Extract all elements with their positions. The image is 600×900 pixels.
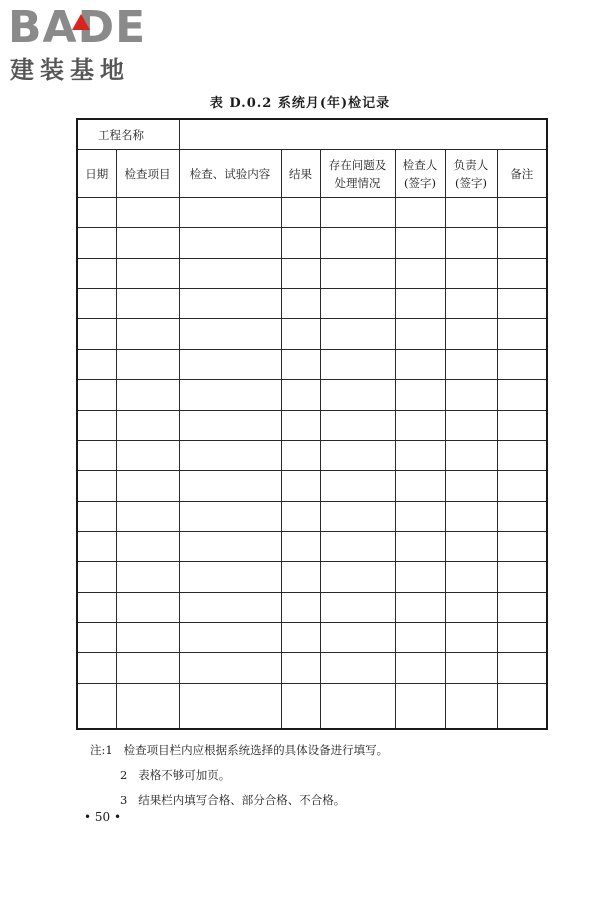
- table-cell[interactable]: [281, 198, 320, 228]
- table-cell[interactable]: [116, 653, 179, 683]
- table-cell[interactable]: [320, 623, 395, 653]
- table-cell[interactable]: [179, 228, 281, 258]
- note-1: 注:1 检查项目栏内应根据系统选择的具体设备进行填写。: [90, 743, 389, 757]
- table-cell[interactable]: [179, 349, 281, 379]
- table-cell[interactable]: [320, 471, 395, 501]
- notes: [90, 738, 388, 813]
- table-cell[interactable]: [395, 592, 445, 622]
- table-cell[interactable]: [395, 501, 445, 531]
- table-cell[interactable]: [77, 592, 116, 622]
- table-cell[interactable]: [179, 289, 281, 319]
- table-cell[interactable]: [179, 440, 281, 470]
- table-cell[interactable]: [395, 440, 445, 470]
- table-cell[interactable]: [116, 349, 179, 379]
- table-cell[interactable]: [179, 683, 281, 729]
- table-row: [77, 349, 547, 379]
- table-cell[interactable]: [445, 410, 497, 440]
- table-row: [77, 198, 547, 228]
- table-cell[interactable]: [320, 562, 395, 592]
- table-cell[interactable]: [497, 410, 547, 440]
- table-cell[interactable]: [281, 349, 320, 379]
- table-cell[interactable]: [395, 410, 445, 440]
- logo-brand-text: BADE: [8, 2, 147, 53]
- header-check-content: 检查、试验内容: [179, 150, 281, 198]
- table-cell[interactable]: [497, 623, 547, 653]
- table-cell[interactable]: [77, 562, 116, 592]
- table-cell[interactable]: [116, 531, 179, 561]
- table-cell[interactable]: [116, 198, 179, 228]
- table-cell[interactable]: [77, 289, 116, 319]
- project-name-row: [77, 119, 547, 150]
- table-cell[interactable]: [179, 653, 281, 683]
- table-cell[interactable]: [116, 623, 179, 653]
- table-cell[interactable]: [497, 258, 547, 288]
- table-cell[interactable]: [395, 531, 445, 561]
- table-cell[interactable]: [395, 653, 445, 683]
- table-cell[interactable]: [77, 319, 116, 349]
- table-row: [77, 501, 547, 531]
- table-cell[interactable]: [445, 562, 497, 592]
- table-cell[interactable]: [395, 228, 445, 258]
- table-cell[interactable]: [320, 592, 395, 622]
- table-cell[interactable]: [445, 258, 497, 288]
- table-cell[interactable]: [320, 440, 395, 470]
- table-cell[interactable]: [281, 440, 320, 470]
- table-row: [77, 653, 547, 683]
- table-cell[interactable]: [179, 380, 281, 410]
- header-date: 日期: [77, 150, 116, 198]
- table-cell[interactable]: [497, 531, 547, 561]
- table-cell[interactable]: [497, 471, 547, 501]
- table-cell[interactable]: [281, 380, 320, 410]
- table-cell[interactable]: [281, 501, 320, 531]
- table-cell[interactable]: [497, 198, 547, 228]
- table-cell[interactable]: [497, 592, 547, 622]
- table-cell[interactable]: [445, 683, 497, 729]
- project-name-field[interactable]: [179, 119, 547, 150]
- table-cell[interactable]: [320, 349, 395, 379]
- header-result: 结果: [281, 150, 320, 198]
- table-cell[interactable]: [281, 319, 320, 349]
- header-problems: 存在问题及 处理情况: [320, 150, 395, 198]
- table-cell[interactable]: [116, 501, 179, 531]
- table-cell[interactable]: [395, 471, 445, 501]
- table-cell[interactable]: [445, 380, 497, 410]
- table-cell[interactable]: [281, 562, 320, 592]
- table-row: [77, 562, 547, 592]
- table-row: [77, 623, 547, 653]
- table-cell[interactable]: [320, 410, 395, 440]
- table-cell[interactable]: [445, 471, 497, 501]
- table-cell[interactable]: [116, 562, 179, 592]
- table-row: [77, 683, 547, 729]
- table-cell[interactable]: [281, 531, 320, 561]
- table-row: [77, 410, 547, 440]
- table-cell[interactable]: [179, 501, 281, 531]
- table-cell[interactable]: [395, 380, 445, 410]
- table-cell[interactable]: [395, 258, 445, 288]
- table-cell[interactable]: [395, 623, 445, 653]
- header-row: [77, 150, 547, 198]
- table-cell[interactable]: [320, 198, 395, 228]
- table-cell[interactable]: [77, 258, 116, 288]
- table-cell[interactable]: [497, 653, 547, 683]
- page-number: • 50 •: [84, 810, 122, 824]
- table-cell[interactable]: [395, 683, 445, 729]
- table-cell[interactable]: [445, 592, 497, 622]
- inspection-record-table: [76, 118, 548, 730]
- table-cell[interactable]: [445, 198, 497, 228]
- table-cell[interactable]: [320, 258, 395, 288]
- project-name-label: 工程名称: [77, 119, 179, 150]
- table-cell[interactable]: [445, 289, 497, 319]
- table-cell[interactable]: [281, 410, 320, 440]
- table-cell[interactable]: [395, 319, 445, 349]
- table-cell[interactable]: [320, 531, 395, 561]
- table-cell[interactable]: [497, 319, 547, 349]
- table-cell[interactable]: [116, 471, 179, 501]
- table-cell[interactable]: [179, 471, 281, 501]
- header-check-item: 检查项目: [116, 150, 179, 198]
- table-cell[interactable]: [497, 562, 547, 592]
- table-cell[interactable]: [320, 319, 395, 349]
- table-cell[interactable]: [179, 258, 281, 288]
- table-cell[interactable]: [445, 531, 497, 561]
- table-cell[interactable]: [445, 349, 497, 379]
- table-cell[interactable]: [116, 380, 179, 410]
- table-cell[interactable]: [116, 683, 179, 729]
- table-row: [77, 471, 547, 501]
- note-3: 3 结果栏内填写合格、部分合格、不合格。: [120, 793, 346, 807]
- table-cell[interactable]: [281, 258, 320, 288]
- table-cell[interactable]: [320, 380, 395, 410]
- table-cell[interactable]: [445, 228, 497, 258]
- table-cell[interactable]: [281, 623, 320, 653]
- table-row: [77, 440, 547, 470]
- table-cell[interactable]: [395, 349, 445, 379]
- table-cell[interactable]: [77, 410, 116, 440]
- table-cell[interactable]: [320, 228, 395, 258]
- table-cell[interactable]: [77, 198, 116, 228]
- table-cell[interactable]: [445, 501, 497, 531]
- table-cell[interactable]: [445, 623, 497, 653]
- table-cell[interactable]: [77, 380, 116, 410]
- table-cell[interactable]: [116, 319, 179, 349]
- table-cell[interactable]: [395, 562, 445, 592]
- table-cell[interactable]: [497, 440, 547, 470]
- table-cell[interactable]: [445, 653, 497, 683]
- table-cell[interactable]: [77, 501, 116, 531]
- table-cell[interactable]: [320, 501, 395, 531]
- table-cell[interactable]: [77, 653, 116, 683]
- table-row: [77, 380, 547, 410]
- table-cell[interactable]: [395, 289, 445, 319]
- table-cell[interactable]: [116, 258, 179, 288]
- table-row: [77, 228, 547, 258]
- table-cell[interactable]: [179, 592, 281, 622]
- logo-red-triangle-icon: [72, 14, 90, 30]
- table-row: [77, 289, 547, 319]
- table-title: 表 D.0.2 系统月(年)检记录: [209, 96, 391, 111]
- table-cell[interactable]: [77, 683, 116, 729]
- table-cell[interactable]: [179, 319, 281, 349]
- table-cell[interactable]: [77, 623, 116, 653]
- table-cell[interactable]: [77, 531, 116, 561]
- table-cell[interactable]: [116, 228, 179, 258]
- table-cell[interactable]: [497, 228, 547, 258]
- table-cell[interactable]: [77, 440, 116, 470]
- table-cell[interactable]: [281, 592, 320, 622]
- table-cell[interactable]: [77, 228, 116, 258]
- table-cell[interactable]: [281, 289, 320, 319]
- table-cell[interactable]: [116, 592, 179, 622]
- table-cell[interactable]: [179, 623, 281, 653]
- table-cell[interactable]: [281, 683, 320, 729]
- bade-logo: [8, 2, 178, 86]
- table-cell[interactable]: [497, 289, 547, 319]
- table-cell[interactable]: [445, 319, 497, 349]
- table-cell[interactable]: [179, 410, 281, 440]
- table-cell[interactable]: [77, 471, 116, 501]
- table-row: [77, 258, 547, 288]
- table-cell[interactable]: [320, 683, 395, 729]
- table-cell[interactable]: [497, 683, 547, 729]
- table-row: [77, 592, 547, 622]
- table-cell[interactable]: [116, 410, 179, 440]
- table-row: [77, 531, 547, 561]
- table-cell[interactable]: [395, 198, 445, 228]
- logo-subtitle: 建装基地: [10, 56, 130, 84]
- table-cell[interactable]: [179, 531, 281, 561]
- note-2: 2 表格不够可加页。: [120, 768, 231, 782]
- table-cell[interactable]: [179, 198, 281, 228]
- table-cell[interactable]: [497, 501, 547, 531]
- table-cell[interactable]: [445, 440, 497, 470]
- header-remarks: 备注: [497, 150, 547, 198]
- header-inspector: 检查人 (签字): [395, 150, 445, 198]
- table-cell[interactable]: [320, 653, 395, 683]
- table-cell[interactable]: [497, 380, 547, 410]
- table-cell[interactable]: [116, 440, 179, 470]
- table-cell[interactable]: [281, 228, 320, 258]
- table-cell[interactable]: [281, 653, 320, 683]
- table-cell[interactable]: [320, 289, 395, 319]
- table-cell[interactable]: [77, 349, 116, 379]
- table-row: [77, 319, 547, 349]
- table-cell[interactable]: [179, 562, 281, 592]
- table-cell[interactable]: [116, 289, 179, 319]
- table-cell[interactable]: [281, 471, 320, 501]
- header-responsible: 负责人 (签字): [445, 150, 497, 198]
- table-cell[interactable]: [497, 349, 547, 379]
